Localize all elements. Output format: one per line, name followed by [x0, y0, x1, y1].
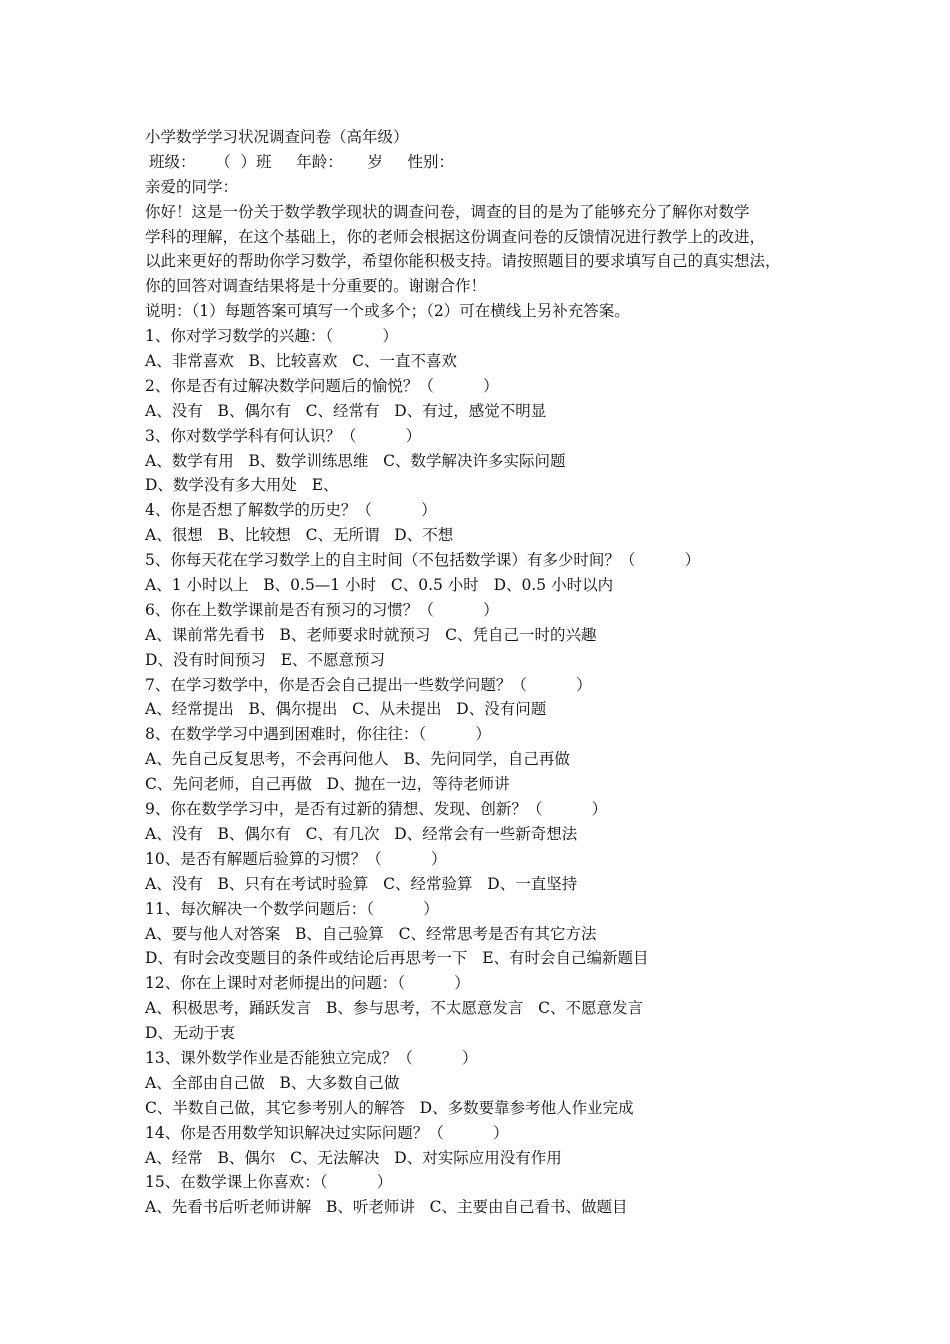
question-text: 8、在数学学习中遇到困难时，你往往：（ ）: [145, 725, 491, 744]
answer-options: C、半数自己做，其它参考别人的解答 D、多数要靠参考他人作业完成: [145, 1098, 634, 1117]
question-block: [145, 548, 845, 598]
answer-options: A、要与他人对答案 B、自己验算 C、经常思考是否有其它方法: [145, 924, 597, 943]
question-block: [145, 847, 845, 897]
question-block: [145, 1170, 845, 1220]
question-text: 3、你对数学学科有何认识？（ ）: [145, 426, 422, 445]
question-block: [145, 722, 845, 797]
answer-options: A、数学有用 B、数学训练思维 C、数学解决许多实际问题: [145, 451, 566, 470]
instructions: 说明：（1）每题答案可填写一个或多个；（2）可在横线上另补充答案。: [145, 302, 630, 321]
answer-options: A、非常喜欢 B、比较喜欢 C、一直不喜欢: [145, 352, 458, 371]
document-title: 小学数学学习状况调查问卷（高年级）: [145, 128, 409, 146]
answer-options: A、课前常先看书 B、老师要求时就预习 C、凭自己一时的兴趣: [145, 625, 597, 644]
question-text: 12、你在上课时对老师提出的问题：（ ）: [145, 974, 470, 993]
question-text: 13、课外数学作业是否能独立完成？（ ）: [145, 1048, 478, 1067]
question-text: 10、是否有解题后验算的习惯？（ ）: [145, 849, 447, 868]
question-text: 9、你在数学学习中，是否有过新的猜想、发现、创新？（ ）: [145, 800, 608, 819]
question-block: [145, 673, 845, 723]
intro-line: 以此来更好的帮助你学习数学，希望你能积极支持。请按照题目的要求填写自己的真实想法，: [145, 252, 781, 271]
question-text: 1、你对学习数学的兴趣：（ ）: [145, 327, 398, 346]
answer-options: D、无动于衷: [145, 1024, 235, 1043]
greeting: 亲爱的同学：: [145, 177, 239, 196]
question-block: [145, 324, 845, 374]
answer-options: D、数学没有多大用处 E、: [145, 476, 339, 495]
student-info-line: 班级： （ ）班 年龄： 岁 性别：: [149, 152, 454, 171]
survey-document: [145, 125, 845, 1220]
question-text: 2、你是否有过解决数学问题后的愉悦？（ ）: [145, 376, 499, 395]
question-text: 14、你是否用数学知识解决过实际问题？（ ）: [145, 1123, 509, 1142]
answer-options: A、全部由自己做 B、大多数自己做: [145, 1073, 400, 1092]
answer-options: A、1 小时以上 B、0.5—1 小时 C、0.5 小时 D、0.5 小时以内: [145, 576, 614, 595]
answer-options: A、没有 B、只有在考试时验算 C、经常验算 D、一直坚持: [145, 874, 578, 893]
intro-line: 你的回答对调查结果将是十分重要的。谢谢合作！: [145, 277, 487, 296]
question-text: 4、你是否想了解数学的历史？（ ）: [145, 501, 437, 520]
answer-options: C、先问老师，自己再做 D、抛在一边，等待老师讲: [145, 775, 510, 794]
answer-options: A、没有 B、偶尔有 C、经常有 D、有过，感觉不明显: [145, 401, 547, 420]
question-block: [145, 797, 845, 847]
answer-options: D、有时会改变题目的条件或结论后再思考一下 E、有时会自己编新题目: [145, 949, 649, 968]
intro-line: 你好！这是一份关于数学教学现状的调查问卷，调查的目的是为了能够充分了解你对数学: [145, 202, 750, 221]
question-list: [145, 324, 845, 1220]
question-text: 6、你在上数学课前是否有预习的习惯？（ ）: [145, 600, 499, 619]
answer-options: A、很想 B、比较想 C、无所谓 D、不想: [145, 526, 454, 545]
question-text: 15、在数学课上你喜欢：（ ）: [145, 1173, 393, 1192]
intro-line: 学科的理解，在这个基础上，你的老师会根据这份调查问卷的反馈情况进行教学上的改进，: [145, 227, 766, 246]
answer-options: D、没有时间预习 E、不愿意预习: [145, 650, 386, 669]
question-block: [145, 1046, 845, 1121]
answer-options: A、经常 B、偶尔 C、无法解决 D、对实际应用没有作用: [145, 1148, 562, 1167]
question-block: [145, 1121, 845, 1171]
question-text: 5、你每天花在学习数学上的自主时间（不包括数学课）有多少时间？（ ）: [145, 551, 701, 570]
question-text: 11、每次解决一个数学问题后：（ ）: [145, 899, 439, 918]
question-block: [145, 498, 845, 548]
answer-options: A、没有 B、偶尔有 C、有几次 D、经常会有一些新奇想法: [145, 824, 578, 843]
question-block: [145, 971, 845, 1046]
answer-options: A、积极思考，踊跃发言 B、参与思考，不太愿意发言 C、不愿意发言: [145, 999, 644, 1018]
answer-options: A、先看书后听老师讲解 B、听老师讲 C、主要由自己看书、做题目: [145, 1198, 628, 1217]
question-block: [145, 374, 845, 424]
answer-options: A、先自己反复思考，不会再问他人 B、先问同学，自己再做: [145, 750, 570, 769]
question-block: [145, 897, 845, 972]
question-text: 7、在学习数学中，你是否会自己提出一些数学问题？（ ）: [145, 675, 592, 694]
intro-paragraph: [145, 200, 845, 300]
answer-options: A、经常提出 B、偶尔提出 C、从未提出 D、没有问题: [145, 700, 547, 719]
question-block: [145, 598, 845, 673]
question-block: [145, 424, 845, 499]
